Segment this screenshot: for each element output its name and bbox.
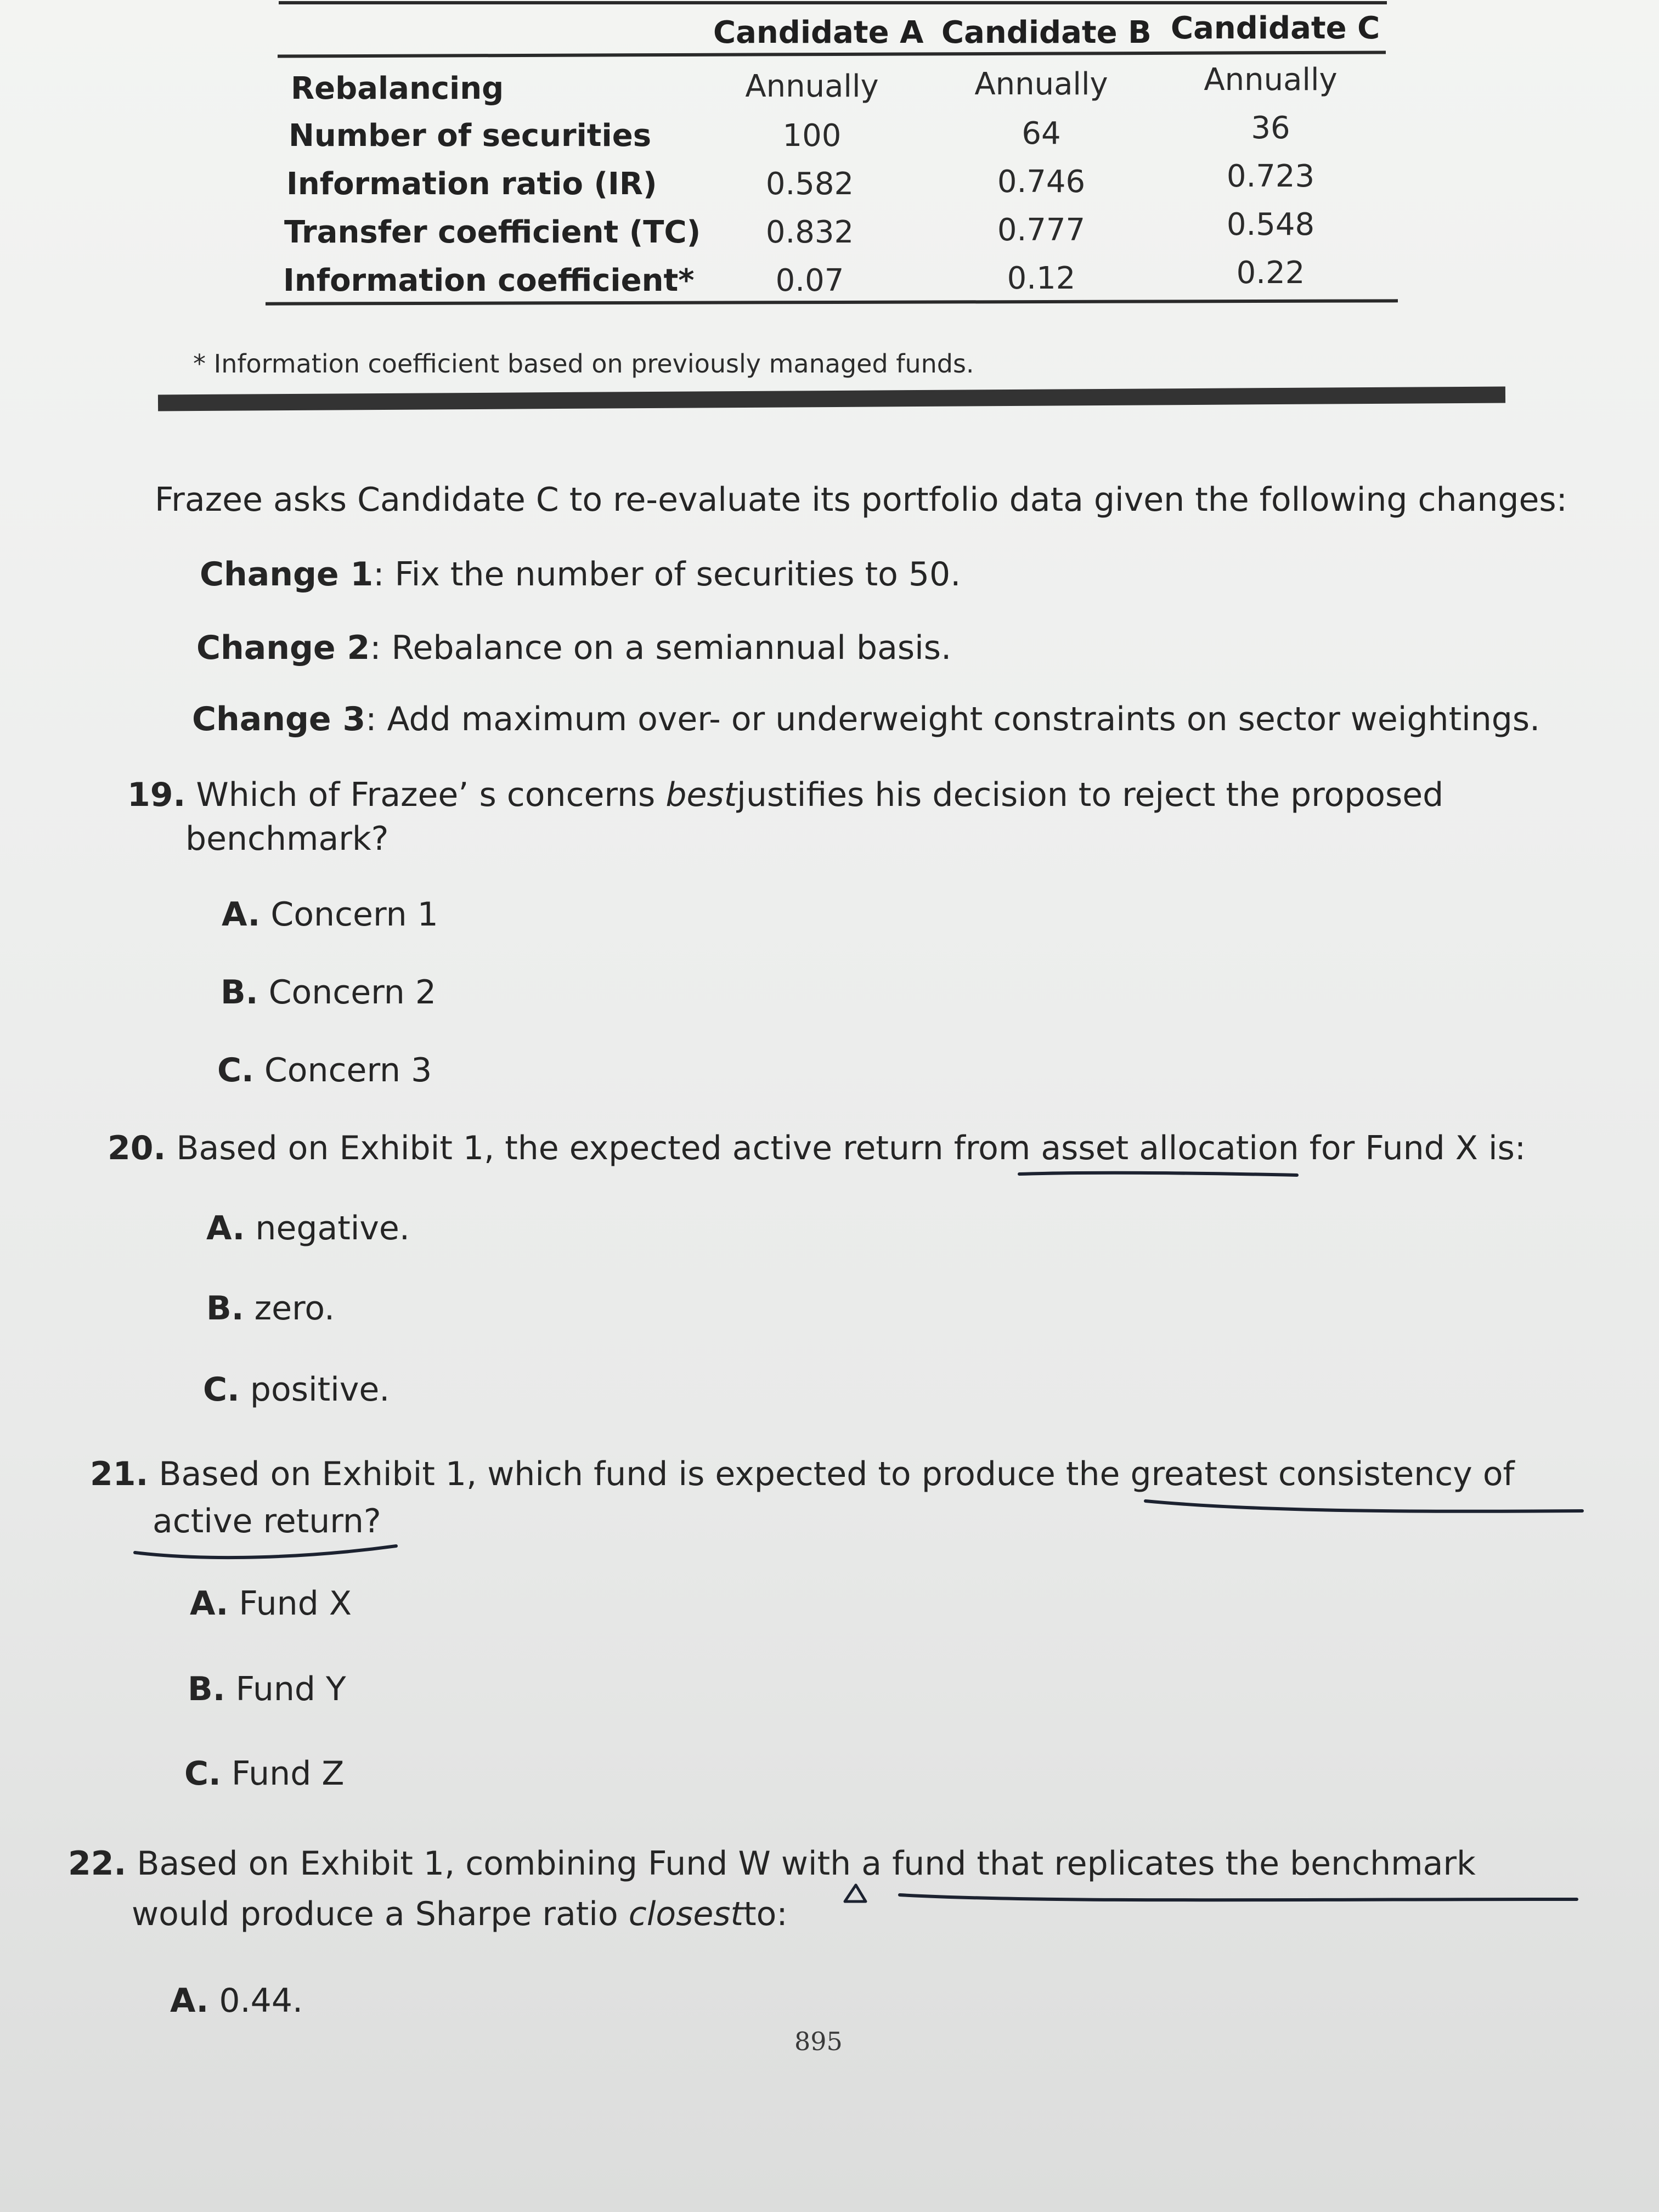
option-text: Fund Z — [231, 1754, 345, 1793]
cell-a-tc: 0.832 — [765, 215, 854, 250]
option-text: Fund X — [239, 1584, 352, 1623]
question-20-number: 20. — [108, 1129, 166, 1167]
cell-b-securities: 64 — [1022, 116, 1061, 151]
question-22-text-post: to: — [743, 1895, 788, 1933]
row-label-information-ratio: Information ratio (IR) — [286, 166, 657, 202]
option-letter: A. — [170, 1982, 209, 2020]
option-text: Concern 2 — [268, 973, 437, 1012]
cell-c-ir: 0.723 — [1226, 159, 1315, 194]
cell-a-rebalancing: Annually — [745, 69, 879, 104]
cell-c-ic: 0.22 — [1236, 255, 1305, 291]
question-22-number: 22. — [68, 1844, 127, 1883]
option-text: Concern 1 — [270, 895, 438, 934]
option-text: 0.44. — [219, 1982, 303, 2020]
option-text: positive. — [250, 1370, 390, 1409]
question-21-number: 21. — [90, 1455, 149, 1493]
page-number: 895 — [794, 2027, 843, 2056]
option-letter: C. — [217, 1051, 254, 1090]
header-candidate-b: Candidate B — [941, 15, 1152, 50]
question-19-number: 19. — [127, 776, 186, 814]
cell-c-tc: 0.548 — [1226, 207, 1315, 242]
cell-b-rebalancing: Annually — [974, 66, 1108, 102]
option-text: Concern 3 — [264, 1051, 432, 1090]
header-candidate-c: Candidate C — [1171, 10, 1380, 46]
option-text: zero. — [254, 1289, 335, 1328]
option-letter: C. — [203, 1370, 240, 1409]
row-label-information-coefficient: Information coefficient* — [283, 263, 695, 298]
question-19-line-2: benchmark? — [185, 820, 389, 858]
question-22-emphasis: closest — [628, 1895, 744, 1933]
row-label-number-of-securities: Number of securities — [289, 118, 652, 154]
option-text: negative. — [255, 1209, 410, 1248]
question-21-text: Based on Exhibit 1, which fund is expected to produce the greatest consistency of — [159, 1455, 1515, 1493]
triangle-mark — [845, 1885, 866, 1901]
change-2-text: : Rebalance on a semiannual basis. — [370, 629, 952, 667]
change-1-text: : Fix the number of securities to 50. — [373, 555, 961, 594]
underline-active-return — [135, 1546, 396, 1558]
change-2-label: Change 2 — [196, 629, 370, 667]
question-20-text: Based on Exhibit 1, the expected active return from asset allocation for Fund X is: — [176, 1129, 1526, 1167]
header-candidate-a: Candidate A — [713, 15, 924, 50]
option-letter: A. — [190, 1584, 229, 1623]
cell-b-ic: 0.12 — [1007, 261, 1076, 296]
cell-b-ir: 0.746 — [997, 164, 1086, 200]
underline-asset-allocation — [1019, 1173, 1297, 1175]
option-text: Fund Y — [235, 1670, 346, 1708]
cell-a-ic: 0.07 — [775, 263, 844, 298]
intro-paragraph: Frazee asks Candidate C to re-evaluate its portfolio data given the following changes: — [155, 481, 1567, 519]
underline-replicates-benchmark — [900, 1895, 1577, 1900]
question-22-text-pre: would produce a Sharpe ratio — [132, 1895, 629, 1933]
cell-c-securities: 36 — [1251, 110, 1290, 146]
option-letter: B. — [221, 973, 258, 1012]
option-letter: A. — [222, 895, 261, 934]
question-19-emphasis: best — [665, 776, 737, 814]
option-letter: B. — [206, 1289, 244, 1328]
change-3-label: Change 3 — [192, 700, 366, 738]
row-label-rebalancing: Rebalancing — [291, 71, 504, 106]
change-3-text: : Add maximum over- or underweight constraints on sector weightings. — [365, 700, 1541, 738]
cell-b-tc: 0.777 — [997, 212, 1086, 248]
question-19-text-pre: Which of Frazee’ s concerns — [196, 776, 666, 814]
table-footnote: * Information coefficient based on previously managed funds. — [193, 349, 974, 379]
row-label-transfer-coefficient: Transfer coefficient (TC) — [284, 215, 701, 250]
option-letter: C. — [184, 1754, 221, 1793]
question-21-line-2: active return? — [153, 1502, 381, 1541]
option-letter: B. — [188, 1670, 225, 1708]
question-19-text-post: justifies his decision to reject the proposed — [737, 776, 1444, 814]
option-letter: A. — [206, 1209, 245, 1248]
question-22-text: Based on Exhibit 1, combining Fund W with a fund that replicates the benchmark — [137, 1844, 1476, 1883]
underline-greatest-consistency — [1146, 1501, 1582, 1511]
cell-a-ir: 0.582 — [765, 166, 854, 202]
change-1-label: Change 1 — [200, 555, 374, 594]
cell-c-rebalancing: Annually — [1204, 62, 1338, 98]
cell-a-securities: 100 — [782, 118, 842, 154]
